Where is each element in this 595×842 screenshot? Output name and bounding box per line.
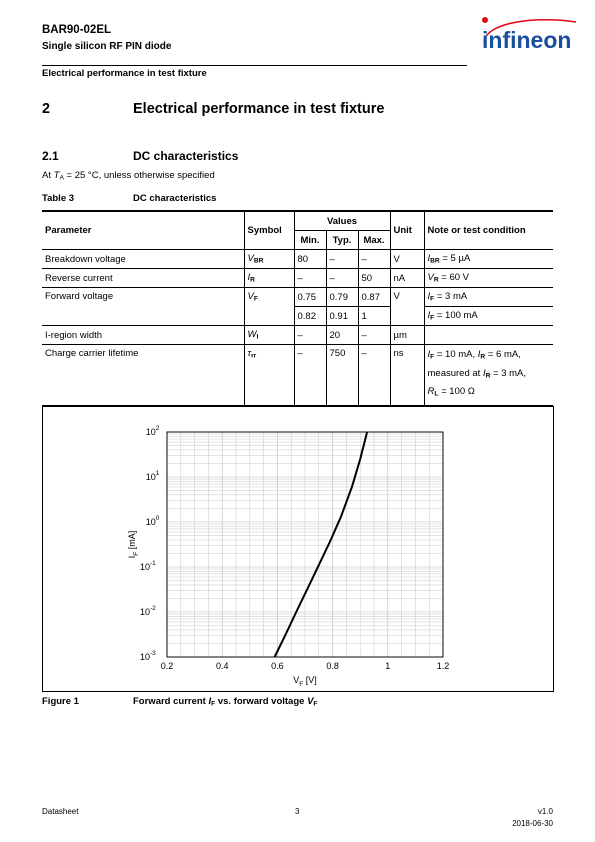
y-tick-label: $10^{-3}$ bbox=[140, 650, 156, 662]
running-section-title: Electrical performance in test fixture bbox=[42, 68, 207, 79]
test-condition: At $T_A = 25$ °C, unless otherwise specified bbox=[42, 170, 215, 182]
subsection-title: DC characteristics bbox=[133, 149, 239, 163]
th-typ: Typ. bbox=[326, 231, 358, 250]
y-tick-label: $10^{-1}$ bbox=[140, 560, 156, 572]
x-tick-label: 0.4 bbox=[215, 661, 229, 671]
x-tick-label: 1 bbox=[385, 661, 391, 671]
x-tick-label: 1.2 bbox=[436, 661, 450, 671]
footer-date: 2018-06-30 bbox=[512, 819, 553, 828]
y-axis-label: $I_F$ [mA] bbox=[127, 530, 140, 559]
figure-label: Figure 1 bbox=[42, 696, 79, 707]
part-number: BAR90-02EL bbox=[42, 24, 112, 36]
subsection-number: 2.1 bbox=[42, 149, 59, 163]
footer-doc-type: Datasheet bbox=[42, 807, 79, 816]
header-rule bbox=[42, 65, 467, 66]
footer-version: v1.0 bbox=[537, 807, 553, 816]
table-row: Forward voltage $V_F$ 0.75 0.79 0.87 V $I_F = 3$ mA bbox=[42, 288, 553, 307]
th-note: Note or test condition bbox=[424, 211, 553, 250]
table-row: Breakdown voltage $V_{BR}$ 80 – – V $I_{BR} = 5$ µA bbox=[42, 250, 553, 269]
th-values: Values bbox=[294, 211, 390, 231]
table-header-row bbox=[42, 211, 553, 231]
y-tick-label: $10^{-2}$ bbox=[140, 605, 156, 617]
table-row: Charge carrier lifetime $\tau_{rr}$ – 750 – ns $I_F = 10$ mA, $I_R = 6$ mA, measured at $I_R = 3$ mA, $R_L = 100$ Ω bbox=[42, 345, 553, 406]
table-label: Table 3 bbox=[42, 193, 75, 204]
table-row: I-region width $W_I$ – 20 – µm bbox=[42, 326, 553, 345]
page-number: 3 bbox=[295, 807, 300, 816]
th-unit: Unit bbox=[390, 211, 424, 250]
th-min: Min. bbox=[294, 231, 326, 250]
figure-frame bbox=[42, 406, 554, 692]
figure-caption: Forward current $I_F$ vs. forward voltage $V_F$ bbox=[133, 696, 318, 708]
series-line bbox=[275, 432, 368, 657]
table-caption: DC characteristics bbox=[133, 193, 217, 204]
table-row: Reverse current $I_R$ – – 50 nA $V_R = 60$ V bbox=[42, 269, 553, 288]
section-number: 2 bbox=[42, 101, 51, 117]
y-tick-label: $10^0$ bbox=[145, 515, 160, 527]
x-axis-label: $V_F$ [V] bbox=[293, 675, 317, 688]
table-row: 0.82 0.91 1 $I_F = 100$ mA bbox=[42, 307, 553, 326]
logo-text: infineon bbox=[482, 27, 572, 53]
th-parameter: Parameter bbox=[42, 211, 244, 250]
x-tick-label: 0.8 bbox=[326, 661, 339, 671]
y-tick-label: $10^2$ bbox=[145, 425, 160, 437]
infineon-logo bbox=[476, 14, 586, 60]
x-tick-label: 0.2 bbox=[160, 661, 174, 671]
th-max: Max. bbox=[358, 231, 390, 250]
y-tick-label: $10^1$ bbox=[145, 470, 160, 482]
section-title: Electrical performance in test fixture bbox=[133, 101, 385, 117]
forward-current-chart bbox=[43, 407, 553, 691]
dc-characteristics-table bbox=[42, 210, 553, 407]
part-subtitle: Single silicon RF PIN diode bbox=[42, 41, 172, 52]
th-symbol: Symbol bbox=[244, 211, 294, 250]
x-tick-label: 0.6 bbox=[271, 661, 284, 671]
